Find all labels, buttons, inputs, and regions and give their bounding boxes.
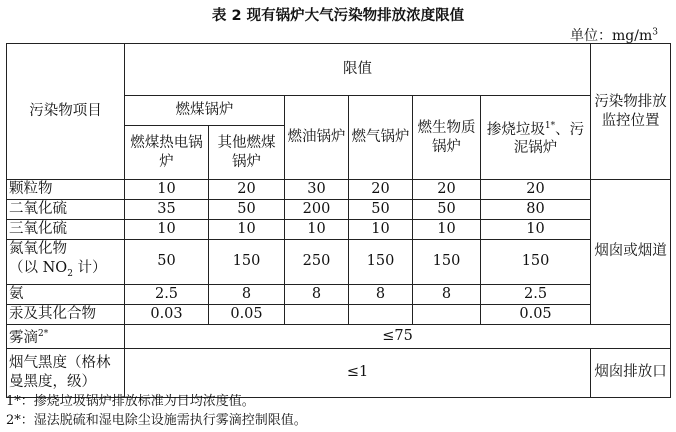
cell: 10 bbox=[209, 220, 285, 240]
table-row bbox=[7, 240, 671, 285]
cell: 20 bbox=[209, 180, 285, 200]
cell: 10 bbox=[413, 220, 481, 240]
monitor-chimney: 烟囱或烟道 bbox=[591, 180, 671, 325]
cell: 8 bbox=[413, 284, 481, 304]
header-coal-power: 燃煤热电锅炉 bbox=[125, 126, 209, 180]
table-row bbox=[7, 304, 671, 324]
footnotes bbox=[6, 392, 307, 430]
table-title: 表 2 现有锅炉大气污染物排放浓度限值 bbox=[211, 8, 465, 24]
cell: 20 bbox=[481, 180, 591, 200]
emission-limits-table bbox=[6, 43, 671, 398]
cell: 0.03 bbox=[125, 304, 209, 324]
cell: 50 bbox=[413, 200, 481, 220]
unit-text: 单位：mg/m bbox=[570, 28, 653, 44]
blackness-value: ≤1 bbox=[125, 348, 591, 397]
cell: 10 bbox=[481, 220, 591, 240]
cell: 30 bbox=[285, 180, 349, 200]
cell: 200 bbox=[285, 200, 349, 220]
cell: 50 bbox=[349, 200, 413, 220]
header-waste bbox=[481, 96, 591, 180]
row-item-line1: 氮氧化物 bbox=[9, 241, 67, 257]
row-item: 二氧化硫 bbox=[7, 200, 125, 220]
header-coal-other: 其他燃煤锅炉 bbox=[209, 126, 285, 180]
table-row bbox=[7, 200, 671, 220]
cell: 150 bbox=[349, 240, 413, 285]
row-item: 氨 bbox=[7, 284, 125, 304]
row-item: 颗粒物 bbox=[7, 180, 125, 200]
cell: 150 bbox=[209, 240, 285, 285]
mist-value: ≤75 bbox=[125, 324, 671, 348]
cell: 8 bbox=[349, 284, 413, 304]
cell: 8 bbox=[209, 284, 285, 304]
row-item-blackness: 烟气黑度（格林曼黑度，级） bbox=[7, 348, 125, 397]
mist-note: 2* bbox=[38, 328, 49, 339]
header-item: 污染物项目 bbox=[7, 44, 125, 180]
table-row bbox=[7, 324, 671, 348]
cell bbox=[413, 304, 481, 324]
cell: 50 bbox=[125, 240, 209, 285]
header-waste-rest: 、污泥锅炉 bbox=[513, 121, 585, 157]
footnote-1: 1*：掺烧垃圾锅炉排放标准为日均浓度值。 bbox=[6, 394, 255, 409]
table-row bbox=[7, 180, 671, 200]
cell: 50 bbox=[209, 200, 285, 220]
mist-label: 雾滴 bbox=[9, 329, 38, 346]
cell: 0.05 bbox=[481, 304, 591, 324]
cell: 250 bbox=[285, 240, 349, 285]
header-limit: 限值 bbox=[125, 44, 591, 96]
row-item: 汞及其化合物 bbox=[7, 304, 125, 324]
cell: 80 bbox=[481, 200, 591, 220]
unit-exponent: 3 bbox=[652, 27, 658, 38]
cell: 150 bbox=[481, 240, 591, 285]
cell: 2.5 bbox=[481, 284, 591, 304]
header-monitor: 污染物排放监控位置 bbox=[591, 44, 671, 180]
table-row bbox=[7, 284, 671, 304]
cell: 0.05 bbox=[209, 304, 285, 324]
cell: 10 bbox=[285, 220, 349, 240]
table-row bbox=[7, 348, 671, 397]
cell: 10 bbox=[125, 180, 209, 200]
row-item-subscript: 2 bbox=[67, 268, 73, 279]
header-coal: 燃煤锅炉 bbox=[125, 96, 285, 126]
cell: 20 bbox=[349, 180, 413, 200]
cell: 8 bbox=[285, 284, 349, 304]
header-waste-label: 掺烧垃圾 bbox=[486, 121, 545, 138]
cell: 2.5 bbox=[125, 284, 209, 304]
cell: 150 bbox=[413, 240, 481, 285]
header-waste-note: 1* bbox=[544, 120, 556, 131]
unit-label bbox=[570, 25, 658, 45]
cell: 35 bbox=[125, 200, 209, 220]
cell bbox=[349, 304, 413, 324]
row-item-line2-end: 计） bbox=[72, 260, 107, 276]
header-gas: 燃气锅炉 bbox=[349, 96, 413, 180]
row-item bbox=[7, 240, 125, 285]
footnote-2: 2*：湿法脱硫和湿电除尘设施需执行雾滴控制限值。 bbox=[6, 413, 307, 428]
row-item: 三氧化硫 bbox=[7, 220, 125, 240]
table-row bbox=[7, 220, 671, 240]
row-item-line2: （以 NO bbox=[9, 260, 68, 276]
cell: 10 bbox=[125, 220, 209, 240]
cell bbox=[285, 304, 349, 324]
header-oil: 燃油锅炉 bbox=[285, 96, 349, 180]
cell: 10 bbox=[349, 220, 413, 240]
row-item-mist bbox=[7, 324, 125, 348]
monitor-outlet: 烟囱排放口 bbox=[591, 348, 671, 397]
header-biomass: 燃生物质锅炉 bbox=[413, 96, 481, 180]
cell: 20 bbox=[413, 180, 481, 200]
